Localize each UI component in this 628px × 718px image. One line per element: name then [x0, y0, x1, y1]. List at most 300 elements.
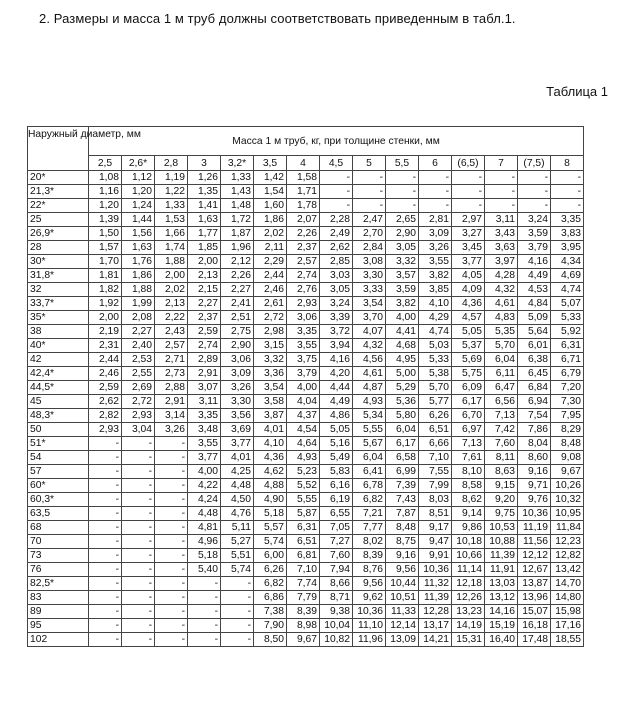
mass-cell: 3,55 — [188, 437, 221, 451]
mass-cell: 3,59 — [518, 227, 551, 241]
mass-cell: - — [155, 605, 188, 619]
mass-cell: 1,53 — [155, 213, 188, 227]
outer-diameter-cell: 30* — [28, 255, 89, 269]
mass-cell: 2,72 — [254, 311, 287, 325]
mass-cell: - — [122, 563, 155, 577]
mass-cell: - — [221, 633, 254, 647]
mass-cell: 6,51 — [287, 535, 320, 549]
mass-cell: 4,88 — [254, 479, 287, 493]
mass-cell: 2,02 — [254, 227, 287, 241]
outer-diameter-cell: 38 — [28, 325, 89, 339]
mass-cell: - — [155, 507, 188, 521]
mass-cell: 2,84 — [353, 241, 386, 255]
mass-cell: 2,44 — [89, 353, 122, 367]
mass-cell: - — [452, 185, 485, 199]
outer-diameter-cell: 54 — [28, 451, 89, 465]
mass-cell: 3,39 — [320, 311, 353, 325]
mass-cell: 5,33 — [551, 311, 584, 325]
outer-diameter-cell: 22* — [28, 199, 89, 213]
mass-cell: 4,32 — [485, 283, 518, 297]
mass-cell: 3,79 — [518, 241, 551, 255]
mass-cell: 1,82 — [89, 283, 122, 297]
table-row — [28, 451, 584, 465]
mass-cell: 4,83 — [485, 311, 518, 325]
wall-thickness-header: 6 — [419, 156, 452, 171]
mass-cell: 5,57 — [254, 521, 287, 535]
mass-cell: 11,19 — [518, 521, 551, 535]
mass-cell: 1,85 — [188, 241, 221, 255]
mass-cell: 4,93 — [353, 395, 386, 409]
table-row — [28, 213, 584, 227]
mass-cell: 6,09 — [452, 381, 485, 395]
mass-cell: 5,49 — [320, 451, 353, 465]
mass-cell: 6,55 — [320, 507, 353, 521]
mass-cell: 4,37 — [287, 409, 320, 423]
mass-cell: 5,18 — [254, 507, 287, 521]
wall-thickness-header: 3 — [188, 156, 221, 171]
mass-cell: - — [122, 549, 155, 563]
mass-cell: - — [155, 633, 188, 647]
mass-cell: 5,16 — [320, 437, 353, 451]
mass-cell: 3,77 — [452, 255, 485, 269]
mass-cell: 15,98 — [551, 605, 584, 619]
mass-cell: 7,38 — [254, 605, 287, 619]
table-body — [28, 171, 584, 647]
mass-cell: 3,35 — [287, 325, 320, 339]
mass-cell: 15,31 — [452, 633, 485, 647]
mass-cell: 4,32 — [353, 339, 386, 353]
mass-cell: 7,42 — [485, 423, 518, 437]
mass-cell: 11,33 — [386, 605, 419, 619]
mass-cell: 14,19 — [452, 619, 485, 633]
table-row — [28, 577, 584, 591]
mass-cell: - — [122, 465, 155, 479]
mass-cell: 5,92 — [551, 325, 584, 339]
mass-cell: - — [221, 577, 254, 591]
mass-cell: 6,00 — [254, 549, 287, 563]
mass-cell: 5,74 — [221, 563, 254, 577]
mass-cell: 4,48 — [221, 479, 254, 493]
mass-cell: - — [518, 185, 551, 199]
mass-cell: 8,76 — [353, 563, 386, 577]
table-row — [28, 633, 584, 647]
mass-cell: 5,70 — [485, 339, 518, 353]
mass-cell: 5,36 — [386, 395, 419, 409]
mass-cell: 2,29 — [254, 255, 287, 269]
mass-cell: 1,92 — [89, 297, 122, 311]
mass-cell: 1,22 — [155, 185, 188, 199]
mass-cell: 2,59 — [89, 381, 122, 395]
wall-thickness-header: 3,5 — [254, 156, 287, 171]
mass-cell: 10,04 — [320, 619, 353, 633]
mass-cell: 2,26 — [287, 227, 320, 241]
mass-cell: 3,87 — [254, 409, 287, 423]
mass-cell: 3,69 — [221, 423, 254, 437]
mass-cell: 9,62 — [353, 591, 386, 605]
mass-cell: 3,30 — [353, 269, 386, 283]
mass-cell: - — [551, 199, 584, 213]
mass-cell: 4,05 — [452, 269, 485, 283]
mass-cell: 3,07 — [188, 381, 221, 395]
mass-cell: - — [89, 437, 122, 451]
mass-cell: 4,74 — [551, 283, 584, 297]
mass-cell: 3,06 — [221, 353, 254, 367]
mass-cell: - — [122, 619, 155, 633]
mass-cell: 1,26 — [188, 171, 221, 185]
mass-cell: 4,84 — [518, 297, 551, 311]
mass-cell: 5,64 — [518, 325, 551, 339]
mass-cell: 1,96 — [221, 241, 254, 255]
mass-cell: 4,16 — [518, 255, 551, 269]
mass-cell: 4,00 — [188, 465, 221, 479]
outer-diameter-cell: 57 — [28, 465, 89, 479]
mass-cell: 6,31 — [551, 339, 584, 353]
mass-cell: 2,91 — [188, 367, 221, 381]
wall-thickness-header: 7 — [485, 156, 518, 171]
mass-cell: 1,57 — [89, 241, 122, 255]
mass-cell: 1,76 — [122, 255, 155, 269]
mass-cell: 1,19 — [155, 171, 188, 185]
outer-diameter-cell: 44,5* — [28, 381, 89, 395]
mass-cell: - — [89, 577, 122, 591]
mass-cell: - — [122, 535, 155, 549]
mass-cell: - — [122, 451, 155, 465]
mass-cell: 3,56 — [221, 409, 254, 423]
mass-cell: 7,30 — [551, 395, 584, 409]
mass-cell: 3,11 — [188, 395, 221, 409]
mass-cell: 14,70 — [551, 577, 584, 591]
mass-cell: 3,72 — [320, 325, 353, 339]
mass-cell: - — [188, 591, 221, 605]
mass-cell: 3,54 — [353, 297, 386, 311]
mass-cell: 5,34 — [353, 409, 386, 423]
mass-cell: 2,93 — [122, 409, 155, 423]
mass-cell: 2,62 — [320, 241, 353, 255]
mass-cell: 5,18 — [188, 549, 221, 563]
mass-cell: 3,09 — [419, 227, 452, 241]
mass-cell: 1,70 — [89, 255, 122, 269]
mass-cell: 2,90 — [221, 339, 254, 353]
mass-cell: 4,61 — [485, 297, 518, 311]
mass-cell: 11,10 — [353, 619, 386, 633]
mass-cell: - — [353, 199, 386, 213]
mass-cell: 3,94 — [320, 339, 353, 353]
mass-cell: 2,65 — [386, 213, 419, 227]
mass-cell: - — [320, 171, 353, 185]
mass-cell: 5,67 — [353, 437, 386, 451]
mass-cell: 4,76 — [221, 507, 254, 521]
mass-cell: 13,23 — [452, 605, 485, 619]
mass-cell: 6,31 — [287, 521, 320, 535]
mass-cell: 3,05 — [386, 241, 419, 255]
mass-cell: 1,99 — [122, 297, 155, 311]
mass-cell: - — [221, 619, 254, 633]
mass-cell: 2,31 — [89, 339, 122, 353]
mass-cell: 5,00 — [386, 367, 419, 381]
mass-cell: 2,00 — [89, 311, 122, 325]
mass-cell: 3,32 — [386, 255, 419, 269]
mass-cell: - — [122, 605, 155, 619]
mass-cell: 4,00 — [386, 311, 419, 325]
mass-cell: 7,13 — [452, 437, 485, 451]
mass-cell: 2,97 — [452, 213, 485, 227]
mass-cell: 6,82 — [353, 493, 386, 507]
table-row — [28, 521, 584, 535]
mass-cell: 8,48 — [551, 437, 584, 451]
outer-diameter-cell: 82,5* — [28, 577, 89, 591]
mass-cell: 2,89 — [188, 353, 221, 367]
table-row — [28, 535, 584, 549]
mass-cell: 3,35 — [188, 409, 221, 423]
mass-cell: 1,33 — [221, 171, 254, 185]
mass-cell: 3,77 — [188, 451, 221, 465]
table-row — [28, 591, 584, 605]
mass-cell: 5,83 — [320, 465, 353, 479]
mass-cell: 1,35 — [188, 185, 221, 199]
mass-cell: 7,10 — [419, 451, 452, 465]
mass-cell: 1,88 — [155, 255, 188, 269]
table-row — [28, 507, 584, 521]
mass-cell: - — [122, 507, 155, 521]
mass-cell: 2,88 — [155, 381, 188, 395]
mass-cell: 18,55 — [551, 633, 584, 647]
outer-diameter-cell: 21,3* — [28, 185, 89, 199]
mass-cell: - — [155, 479, 188, 493]
mass-cell: 2,00 — [155, 269, 188, 283]
mass-cell: 5,05 — [320, 423, 353, 437]
mass-cell: 3,43 — [485, 227, 518, 241]
mass-cell: - — [122, 633, 155, 647]
mass-cell: 4,57 — [452, 311, 485, 325]
mass-cell: 8,02 — [353, 535, 386, 549]
mass-cell: 1,33 — [155, 199, 188, 213]
mass-cell: - — [551, 171, 584, 185]
mass-cell: 3,54 — [254, 381, 287, 395]
outer-diameter-cell: 63,5 — [28, 507, 89, 521]
mass-cell: 4,69 — [551, 269, 584, 283]
table-row — [28, 353, 584, 367]
mass-cell: 4,56 — [353, 353, 386, 367]
table-row — [28, 311, 584, 325]
mass-cell: - — [155, 465, 188, 479]
mass-cell: - — [155, 451, 188, 465]
mass-cell: 2,71 — [155, 353, 188, 367]
mass-cell: 4,24 — [188, 493, 221, 507]
mass-cell: - — [89, 507, 122, 521]
mass-cell: 8,29 — [551, 423, 584, 437]
outer-diameter-cell: 33,7* — [28, 297, 89, 311]
mass-cell: - — [89, 493, 122, 507]
mass-cell: 7,27 — [320, 535, 353, 549]
mass-cell: 2,37 — [287, 241, 320, 255]
mass-cell: 6,19 — [320, 493, 353, 507]
wall-thickness-header: 5,5 — [386, 156, 419, 171]
wall-thickness-header: 8 — [551, 156, 584, 171]
outer-diameter-cell: 60,3* — [28, 493, 89, 507]
mass-cell: 4,68 — [386, 339, 419, 353]
mass-cell: 2,72 — [122, 395, 155, 409]
mass-cell: 4,41 — [386, 325, 419, 339]
mass-cell: 8,71 — [320, 591, 353, 605]
mass-cell: 2,13 — [155, 297, 188, 311]
mass-cell: 2,75 — [221, 325, 254, 339]
mass-cell: 3,26 — [419, 241, 452, 255]
pipe-mass-table — [27, 126, 584, 647]
mass-cell: 3,05 — [320, 283, 353, 297]
outer-diameter-cell: 50 — [28, 423, 89, 437]
mass-cell: 3,83 — [551, 227, 584, 241]
mass-cell: 4,64 — [287, 437, 320, 451]
mass-cell: 12,12 — [518, 549, 551, 563]
mass-cell: 2,73 — [155, 367, 188, 381]
mass-cell: - — [89, 479, 122, 493]
outer-diameter-cell: 31,8* — [28, 269, 89, 283]
mass-cell: 4,07 — [353, 325, 386, 339]
mass-cell: 3,06 — [287, 311, 320, 325]
mass-cell: 7,86 — [518, 423, 551, 437]
mass-cell: 5,03 — [419, 339, 452, 353]
mass-cell: 4,36 — [452, 297, 485, 311]
mass-cell: 2,15 — [188, 283, 221, 297]
mass-cell: 4,16 — [320, 353, 353, 367]
mass-cell: 1,63 — [122, 241, 155, 255]
mass-cell: 8,48 — [386, 521, 419, 535]
mass-cell: 7,77 — [353, 521, 386, 535]
mass-cell: 8,03 — [419, 493, 452, 507]
outer-diameter-cell: 32 — [28, 283, 89, 297]
table-row — [28, 549, 584, 563]
mass-cell: 1,60 — [254, 199, 287, 213]
mass-cell: 11,14 — [452, 563, 485, 577]
mass-cell: 1,50 — [89, 227, 122, 241]
mass-cell: 10,26 — [551, 479, 584, 493]
mass-cell: 2,28 — [320, 213, 353, 227]
mass-cell: 5,33 — [419, 353, 452, 367]
mass-cell: 11,56 — [518, 535, 551, 549]
mass-cell: 9,91 — [419, 549, 452, 563]
mass-cell: 5,35 — [485, 325, 518, 339]
mass-cell: 2,98 — [254, 325, 287, 339]
mass-cell: 4,09 — [452, 283, 485, 297]
mass-cell: 4,90 — [254, 493, 287, 507]
mass-cell: 5,55 — [353, 423, 386, 437]
mass-cell: 6,26 — [419, 409, 452, 423]
mass-cell: 13,03 — [485, 577, 518, 591]
mass-cell: 3,82 — [419, 269, 452, 283]
mass-cell: 3,15 — [254, 339, 287, 353]
mass-cell: 5,05 — [452, 325, 485, 339]
mass-cell: 1,86 — [122, 269, 155, 283]
table-row — [28, 185, 584, 199]
table-row — [28, 619, 584, 633]
mass-cell: 9,76 — [518, 493, 551, 507]
table-row — [28, 339, 584, 353]
mass-cell: 3,30 — [221, 395, 254, 409]
mass-cell: - — [89, 451, 122, 465]
table-row — [28, 199, 584, 213]
mass-cell: - — [155, 591, 188, 605]
mass-cell: 4,20 — [320, 367, 353, 381]
outer-diameter-header: Наружный диаметр, мм — [28, 127, 89, 171]
mass-cell: 2,53 — [122, 353, 155, 367]
mass-cell: - — [386, 171, 419, 185]
mass-cell: 3,36 — [254, 367, 287, 381]
mass-cell: - — [320, 199, 353, 213]
mass-cell: 11,39 — [419, 591, 452, 605]
mass-cell: 10,88 — [485, 535, 518, 549]
mass-cell: 5,55 — [287, 493, 320, 507]
mass-cell: - — [89, 535, 122, 549]
mass-cell: 4,95 — [386, 353, 419, 367]
outer-diameter-cell: 35* — [28, 311, 89, 325]
mass-cell: 2,22 — [155, 311, 188, 325]
mass-cell: - — [155, 437, 188, 451]
mass-cell: 4,36 — [254, 451, 287, 465]
mass-cell: - — [89, 605, 122, 619]
mass-cell: 5,77 — [419, 395, 452, 409]
mass-cell: 15,07 — [518, 605, 551, 619]
mass-cell: 14,80 — [551, 591, 584, 605]
mass-cell: 10,51 — [386, 591, 419, 605]
mass-cell: 3,57 — [386, 269, 419, 283]
mass-cell: 9,16 — [518, 465, 551, 479]
mass-cell: - — [155, 521, 188, 535]
mass-cell: 6,97 — [452, 423, 485, 437]
mass-cell: - — [188, 633, 221, 647]
mass-cell: 5,11 — [221, 521, 254, 535]
mass-cell: 2,76 — [287, 283, 320, 297]
mass-cell: 1,39 — [89, 213, 122, 227]
mass-cell: - — [419, 171, 452, 185]
table-row — [28, 283, 584, 297]
mass-cell: 3,58 — [254, 395, 287, 409]
mass-cell: 1,86 — [254, 213, 287, 227]
outer-diameter-cell: 70 — [28, 535, 89, 549]
mass-cell: 1,66 — [155, 227, 188, 241]
mass-cell: - — [551, 185, 584, 199]
mass-cell: 7,74 — [287, 577, 320, 591]
mass-cell: 2,13 — [188, 269, 221, 283]
mass-cell: 6,70 — [452, 409, 485, 423]
mass-cell: - — [485, 185, 518, 199]
mass-cell: 6,16 — [320, 479, 353, 493]
table-row — [28, 423, 584, 437]
mass-cell: 2,85 — [320, 255, 353, 269]
mass-cell: 9,67 — [287, 633, 320, 647]
mass-cell: 4,54 — [287, 423, 320, 437]
mass-cell: - — [386, 185, 419, 199]
mass-cell: 4,28 — [485, 269, 518, 283]
mass-cell: 8,98 — [287, 619, 320, 633]
mass-cell: - — [221, 591, 254, 605]
mass-cell: 9,14 — [452, 507, 485, 521]
mass-cell: - — [452, 199, 485, 213]
mass-cell: 6,58 — [386, 451, 419, 465]
mass-cell: 3,26 — [221, 381, 254, 395]
mass-cell: 6,17 — [386, 437, 419, 451]
mass-cell: 1,81 — [89, 269, 122, 283]
mass-cell: 7,99 — [419, 479, 452, 493]
mass-cell: 1,44 — [122, 213, 155, 227]
mass-cell: 7,61 — [452, 451, 485, 465]
table-row — [28, 563, 584, 577]
mass-cell: 10,53 — [485, 521, 518, 535]
mass-cell: 2,59 — [188, 325, 221, 339]
mass-cell: 7,60 — [485, 437, 518, 451]
mass-cell: 5,52 — [287, 479, 320, 493]
mass-cell: 6,11 — [485, 367, 518, 381]
mass-cell: 11,39 — [485, 549, 518, 563]
